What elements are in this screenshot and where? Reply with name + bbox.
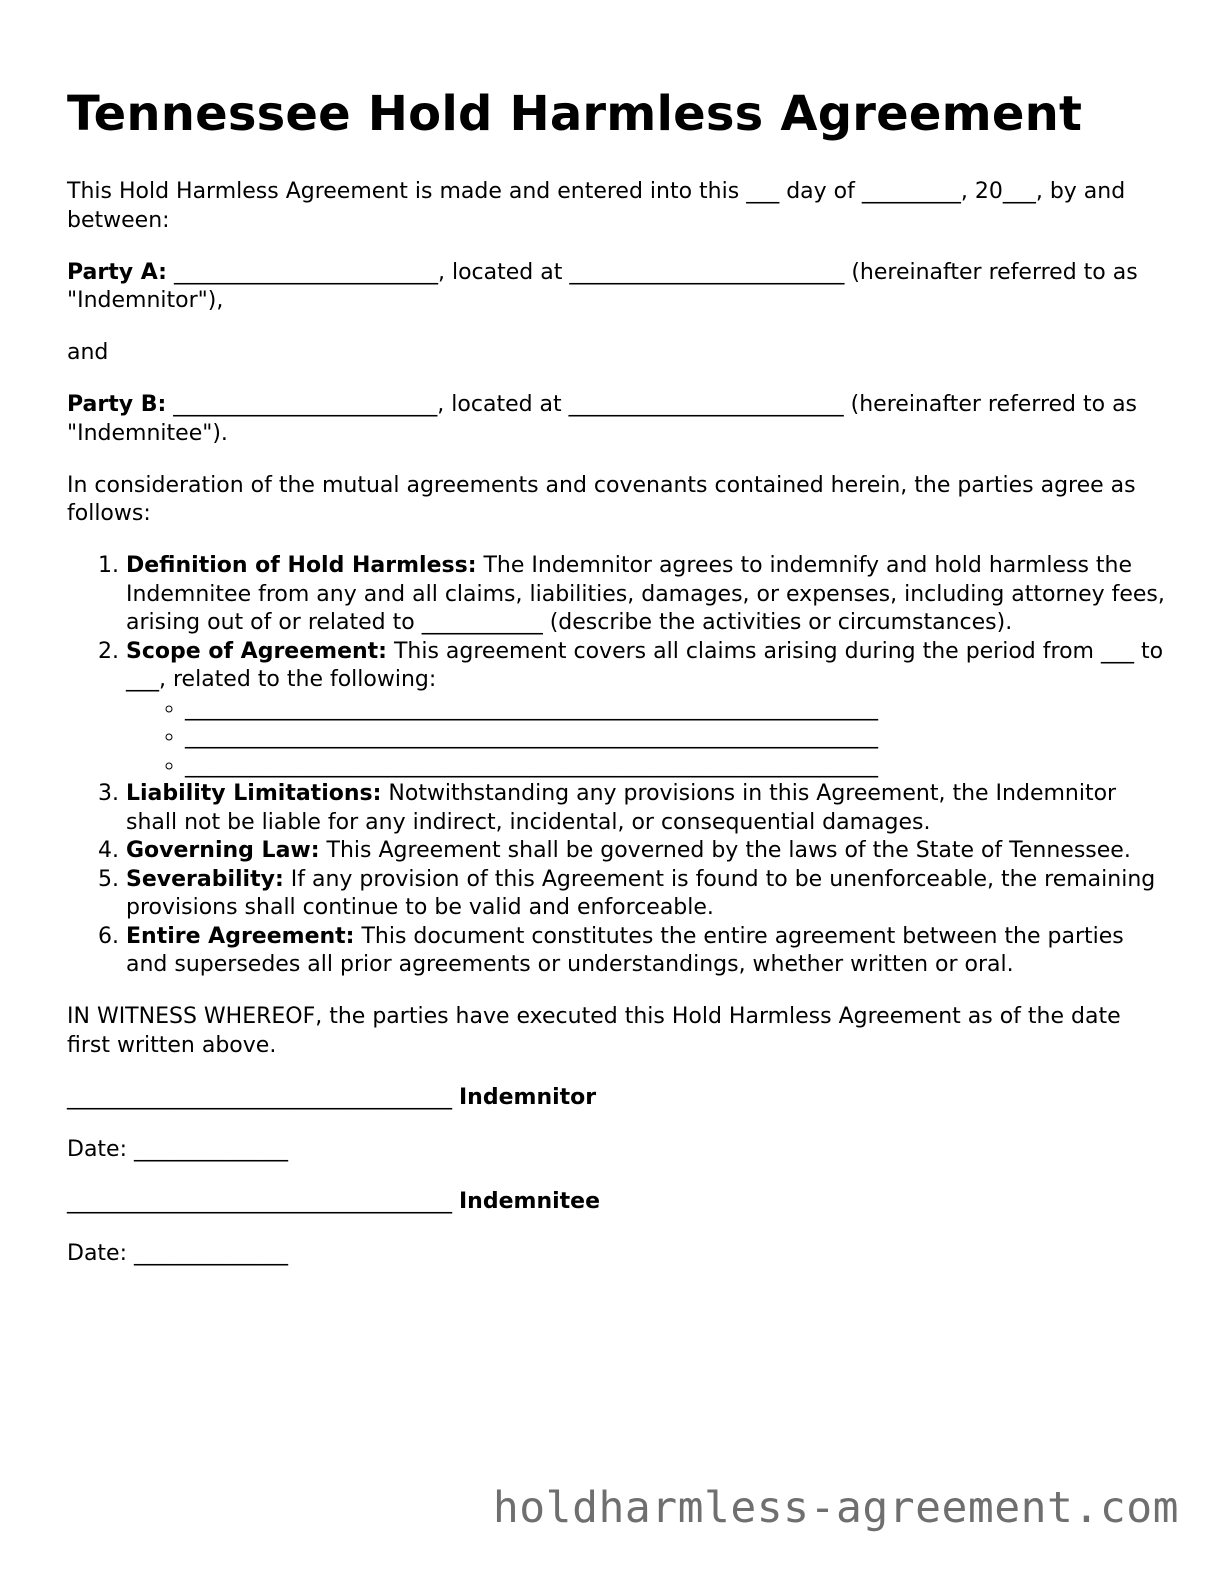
party-a-text: ________________________, located at _________________________ (hereinafter referred to as "Indemnitor"), — [67, 259, 1138, 313]
term-item-liability — [126, 780, 1167, 837]
document-page — [67, 84, 1167, 1292]
scope-blanks-list — [126, 695, 1167, 781]
document-title: Tennessee Hold Harmless Agreement — [67, 86, 1083, 142]
term-text: Notwithstanding any provisions in this Agreement, the Indemnitor shall not be liable for any indirect, incidental, or consequential damages. — [126, 781, 1117, 835]
party-b-paragraph — [67, 391, 1167, 448]
term-heading: Definition of Hold Harmless: — [126, 553, 477, 578]
party-b-label: Party B: — [67, 392, 167, 417]
term-text: This agreement covers all claims arising during the period from ___ to ___, related to the following: — [126, 638, 1164, 692]
intro-paragraph: This Hold Harmless Agreement is made and entered into this ___ day of _________, 20___, by and between: — [67, 179, 1126, 233]
indemnitee-date: Date: ______________ — [67, 1240, 288, 1266]
term-heading: Entire Agreement: — [126, 923, 355, 949]
term-item-entire-agreement — [126, 923, 1167, 980]
witness-paragraph: IN WITNESS WHEREOF, the parties have executed this Hold Harmless Agreement as of the date first written above. — [67, 1004, 1121, 1058]
scope-blank-line: ◦ _______________________________________________________________ — [185, 752, 1167, 781]
term-item-governing-law — [126, 837, 1167, 866]
indemnitor-label: Indemnitor — [459, 1084, 597, 1110]
term-heading: Severability: — [126, 866, 284, 892]
term-heading: Governing Law: — [126, 838, 320, 863]
and-paragraph: and — [67, 340, 109, 365]
term-text: This document constitutes the entire agreement between the parties and supersedes all prior agreements or understandings, whether written or oral. — [126, 923, 1124, 977]
term-item-severability — [126, 866, 1167, 923]
term-text: This Agreement shall be governed by the laws of the State of Tennessee. — [319, 838, 1131, 863]
party-a-paragraph — [67, 259, 1167, 316]
party-b-text: ________________________, located at _________________________ (hereinafter referred to as "Indemnitee"). — [67, 392, 1138, 446]
term-heading: Liability Limitations: — [126, 781, 382, 806]
term-text: If any provision of this Agreement is found to be unenforceable, the remaining provisions shall continue to be valid and enforceable. — [126, 866, 1156, 920]
term-text: The Indemnitor agrees to indemnify and hold harmless the Indemnitee from any and all claims, liabilities, damages, or expenses, including attorney fees, arising out of or related to ___________ (describe the activities or circumstances). — [126, 553, 1165, 635]
signature-blank: ___________________________________ — [67, 1188, 459, 1214]
party-a-label: Party A: — [67, 259, 167, 285]
scope-blank-line: ◦ _______________________________________________________________ — [185, 723, 1167, 752]
indemnitee-signature-line — [67, 1188, 1167, 1217]
site-watermark: holdharmless-agreement.com — [492, 1483, 1179, 1533]
scope-blank-line: ◦ _______________________________________________________________ — [185, 695, 1167, 724]
indemnitee-label: Indemnitee — [459, 1188, 601, 1214]
signature-blank: ___________________________________ — [67, 1084, 459, 1110]
terms-list — [67, 552, 1167, 980]
term-item-definition — [126, 552, 1167, 638]
term-item-scope — [126, 638, 1167, 781]
indemnitor-signature-line — [67, 1084, 1167, 1113]
term-heading: Scope of Agreement: — [126, 638, 387, 664]
indemnitor-date: Date: ______________ — [67, 1136, 288, 1162]
consideration-paragraph: In consideration of the mutual agreements and covenants contained herein, the parties agree as follows: — [67, 472, 1136, 526]
